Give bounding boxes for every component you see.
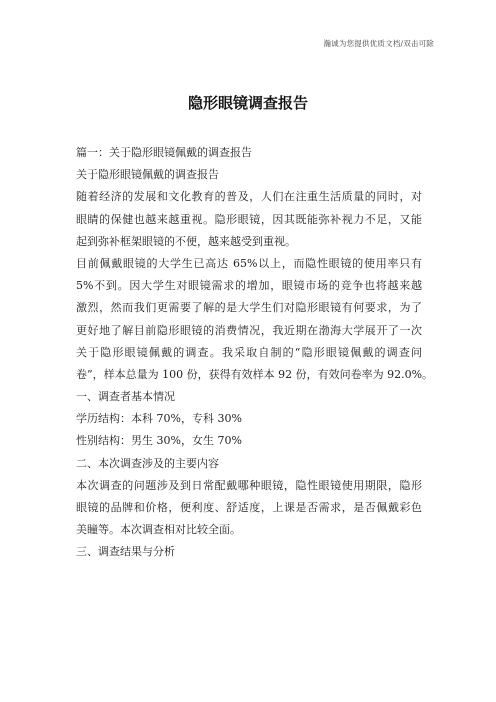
- document-body: [76, 142, 434, 564]
- section-heading-line: 篇一：关于隐形眼镜佩戴的调查报告: [76, 146, 252, 159]
- paragraph-line: 眼睛的保健也越来越重视。隐形眼镜，因其既能弥补视力不足，又能: [76, 212, 422, 226]
- paragraph-line: 起到弥补框架眼镜的不便，越来越受到重视。: [76, 234, 296, 248]
- paragraph-line: 随着经济的发展和文化教育的普及，人们在注重生活质量的同时，对: [76, 190, 422, 204]
- paragraph-line: 更好地了解目前隐形眼镜的消费情况，我近期在渤海大学展开了一次: [76, 323, 422, 337]
- section-heading-line: 二、本次调查涉及的主要内容: [76, 456, 219, 470]
- paragraph-line: 激烈，然而我们更需要了解的是大学生们对隐形眼镜有何要求，为了: [76, 301, 422, 315]
- document-title: 隐形眼镜调查报告: [187, 94, 308, 112]
- paragraph-line: 本次调查的问题涉及到日常配戴哪种眼镜，隐性眼镜使用期限，隐形: [76, 478, 422, 492]
- paragraph-line: 卷”，样本总量为 100 份，获得有效样本 92 份，有效问卷率为 92.0%。: [76, 367, 434, 381]
- paragraph-line: 目前佩戴眼镜的大学生已高达 65%以上，而隐性眼镜的使用率只有: [76, 256, 422, 270]
- paragraph-line: 眼镜的品牌和价格，便利度、舒适度，上课是否需求，是否佩戴彩色: [76, 501, 422, 514]
- section-heading-line: 三、调查结果与分析: [76, 545, 175, 559]
- header-note: 瀚诚为您提供优质文档/双击可除: [323, 39, 434, 48]
- paragraph-line: 关于隐形眼镜佩戴的调查。我采取自制的“隐形眼镜佩戴的调查问: [76, 345, 422, 359]
- subtitle-line: 关于隐形眼镜佩戴的调查报告: [76, 168, 219, 182]
- statistic-line: 性别结构：男生 30%，女生 70%: [76, 434, 242, 448]
- statistic-line: 学历结构：本科 70%，专科 30%: [76, 412, 242, 426]
- paragraph-line: 美瞳等。本次调查相对比较全面。: [76, 523, 241, 537]
- section-heading-line: 一、调查者基本情况: [76, 390, 175, 404]
- paragraph-line: 5%不到。因大学生对眼镜需求的增加，眼镜市场的竞争也将越来越: [76, 279, 422, 293]
